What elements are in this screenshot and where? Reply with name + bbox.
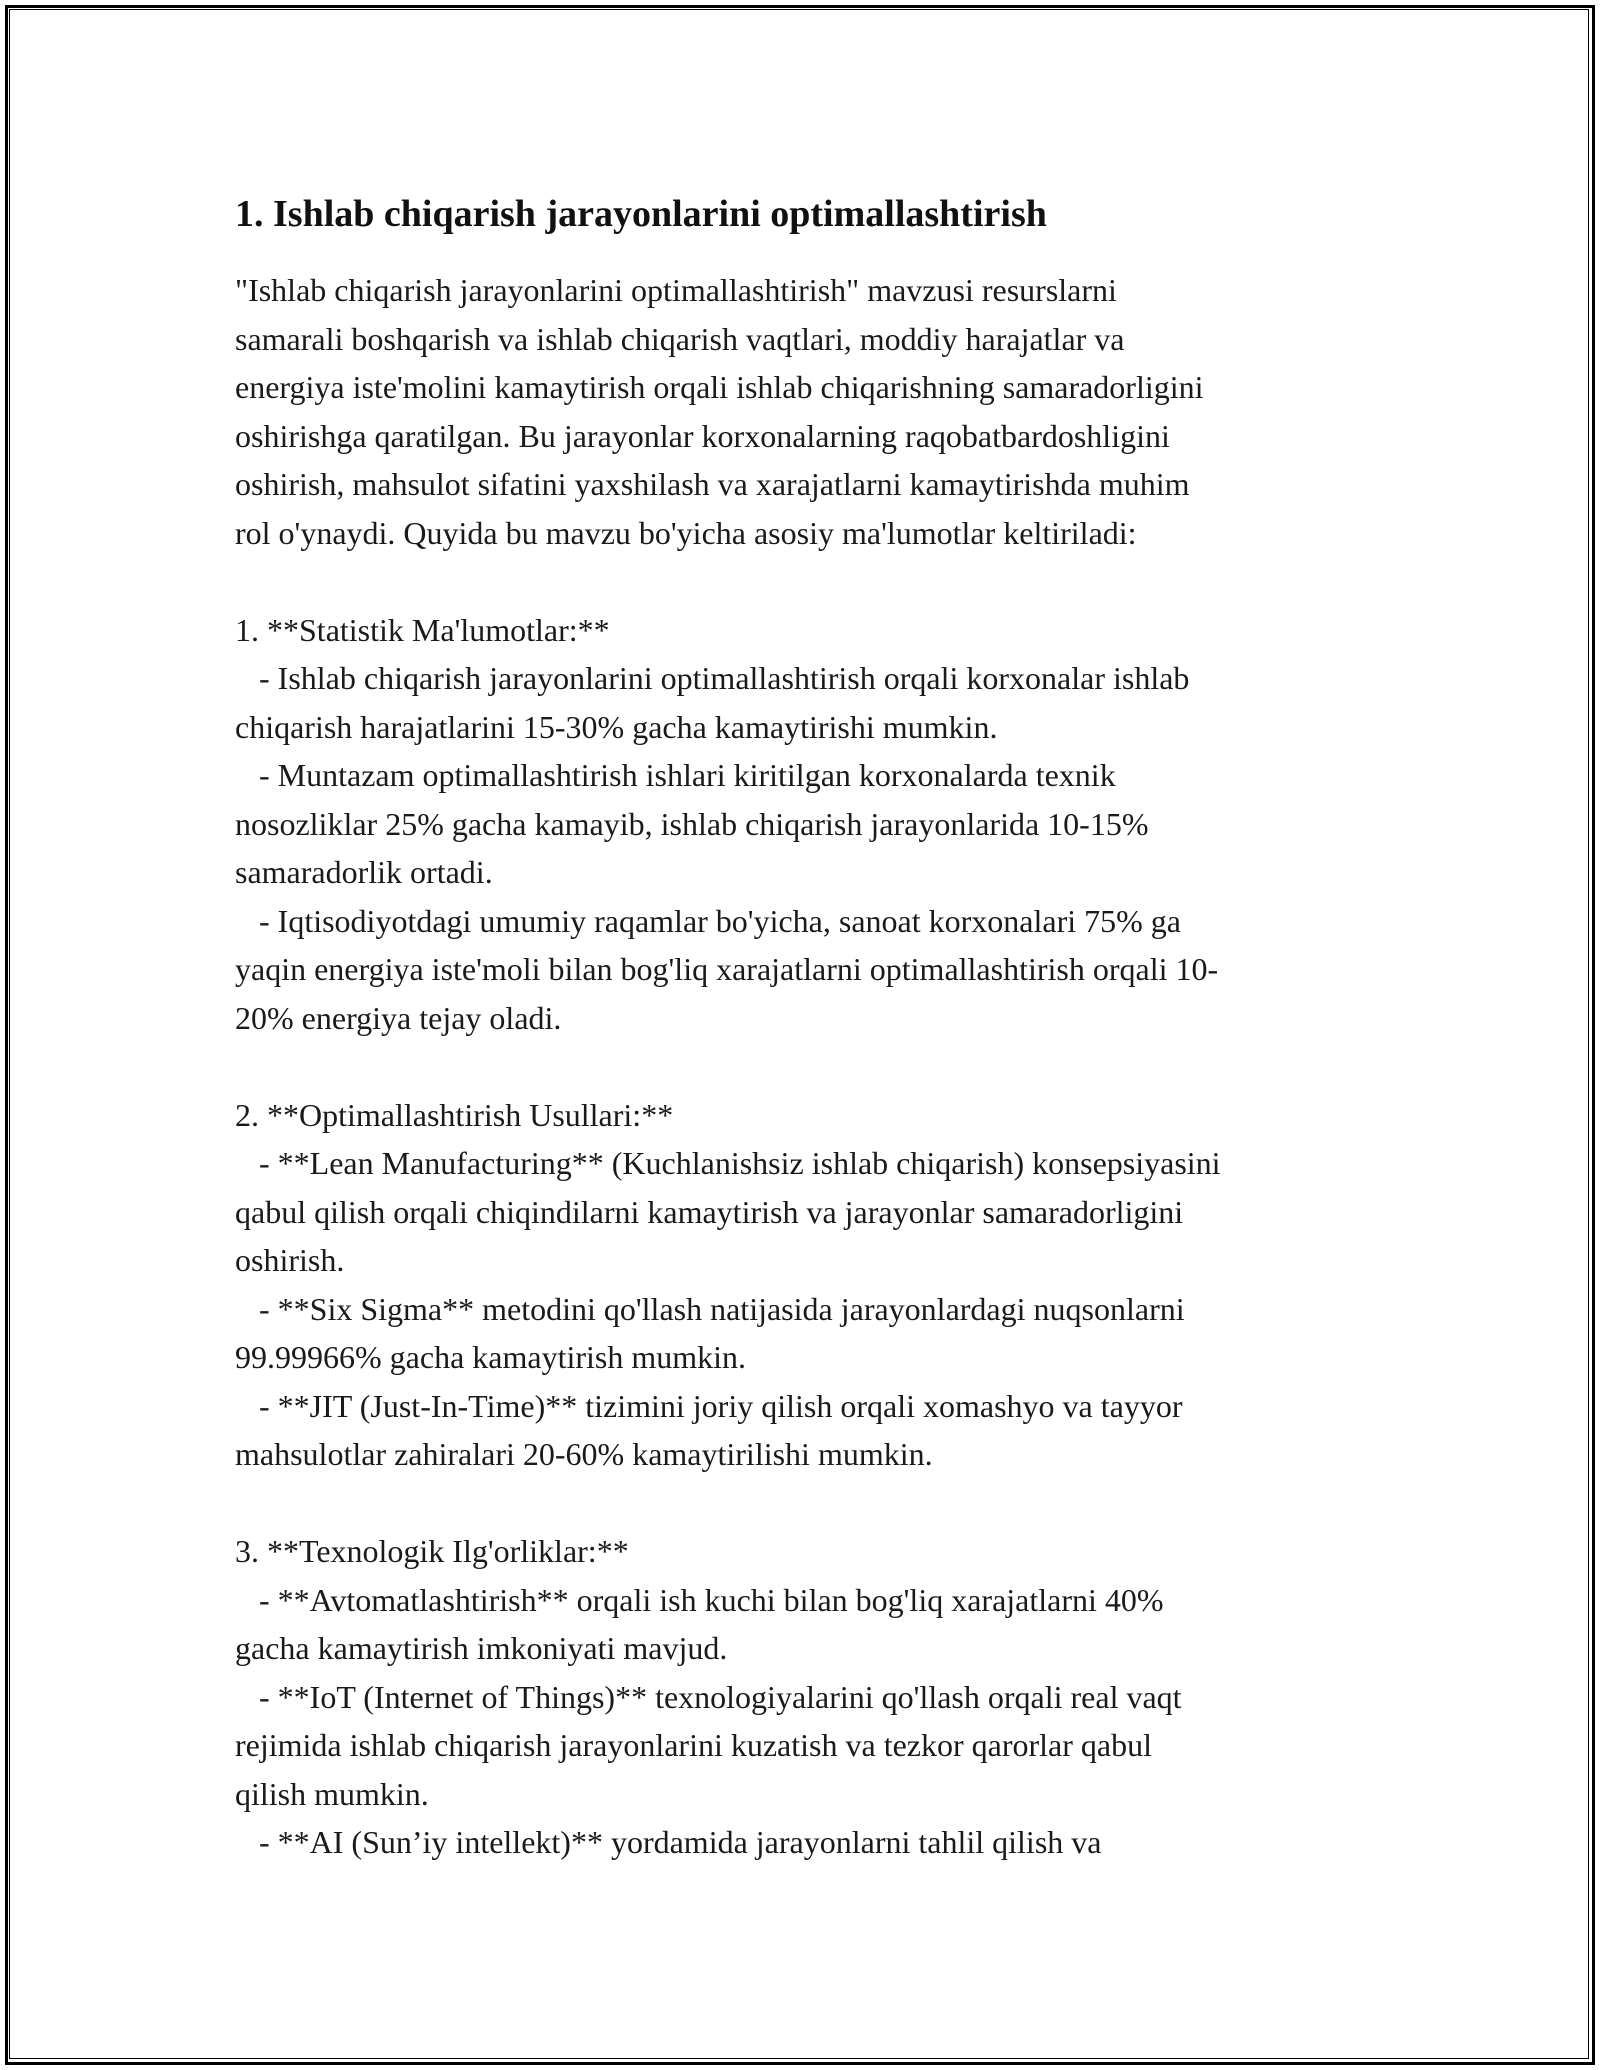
- document-title: 1. Ishlab chiqarish jarayonlarini optimallashtirish: [235, 193, 1047, 235]
- document-content: [235, 185, 1375, 1867]
- document-body: "Ishlab chiqarish jarayonlarini optimallashtirish" mavzusi resurslarni samarali boshqarish va ishlab chiqarish vaqtlari, moddiy harajatlar va energiya iste'molini kamaytirish orqali ishlab chiqarishning samaradorligini oshirishga qaratilgan. Bu jarayonlar korxonalarning raqobatbardoshligini oshirish, mahsulot sifatini yaxshilash va xarajatlarni kamaytirishda muhim rol o'ynaydi. Quyida bu mavzu bo'yicha asosiy ma'lumotlar keltiriladi: 1. **Statistik Ma'lumotlar:** - Ishlab chiqarish jarayonlarini optimallashtirish orqali korxonalar ishlab chiqarish harajatlarini 15-30% gacha kamaytirishi mumkin. - Muntazam optimallashtirish ishlari kiritilgan korxonalarda texnik nosozliklar 25% gacha kamayib, ishlab chiqarish jarayonlarida 10-15% samaradorlik ortadi. - Iqtisodiyotdagi umumiy raqamlar bo'yicha, sanoat korxonalari 75% ga yaqin energiya iste'moli bilan bog'liq xarajatlarni optimallashtirish orqali 10- 20% energiya tejay oladi. 2. **Optimallashtirish Usullari:** - **Lean Manufacturing** (Kuchlanishsiz ishlab chiqarish) konsepsiyasini qabul qilish orqali chiqindilarni kamaytirish va jarayonlar samaradorligini oshirish. - **Six Sigma** metodini qo'llash natijasida jarayonlardagi nuqsonlarni 99.99966% gacha kamaytirish mumkin. - **JIT (Just-In-Time)** tizimini joriy qilish orqali xomashyo va tayyor mahsulotlar zahiralari 20-60% kamaytirilishi mumkin. 3. **Texnologik Ilg'orliklar:** - **Avtomatlashtirish** orqali ish kuchi bilan bog'liq xarajatlarni 40% gacha kamaytirish imkoniyati mavjud. - **IoT (Internet of Things)** texnologiyalarini qo'llash orqali real vaqt rejimida ishlab chiqarish jarayonlarini kuzatish va tezkor qarorlar qabul qilish mumkin. - **AI (Sun’iy intellekt)** yordamida jarayonlarni tahlil qilish va: [235, 272, 1221, 1860]
